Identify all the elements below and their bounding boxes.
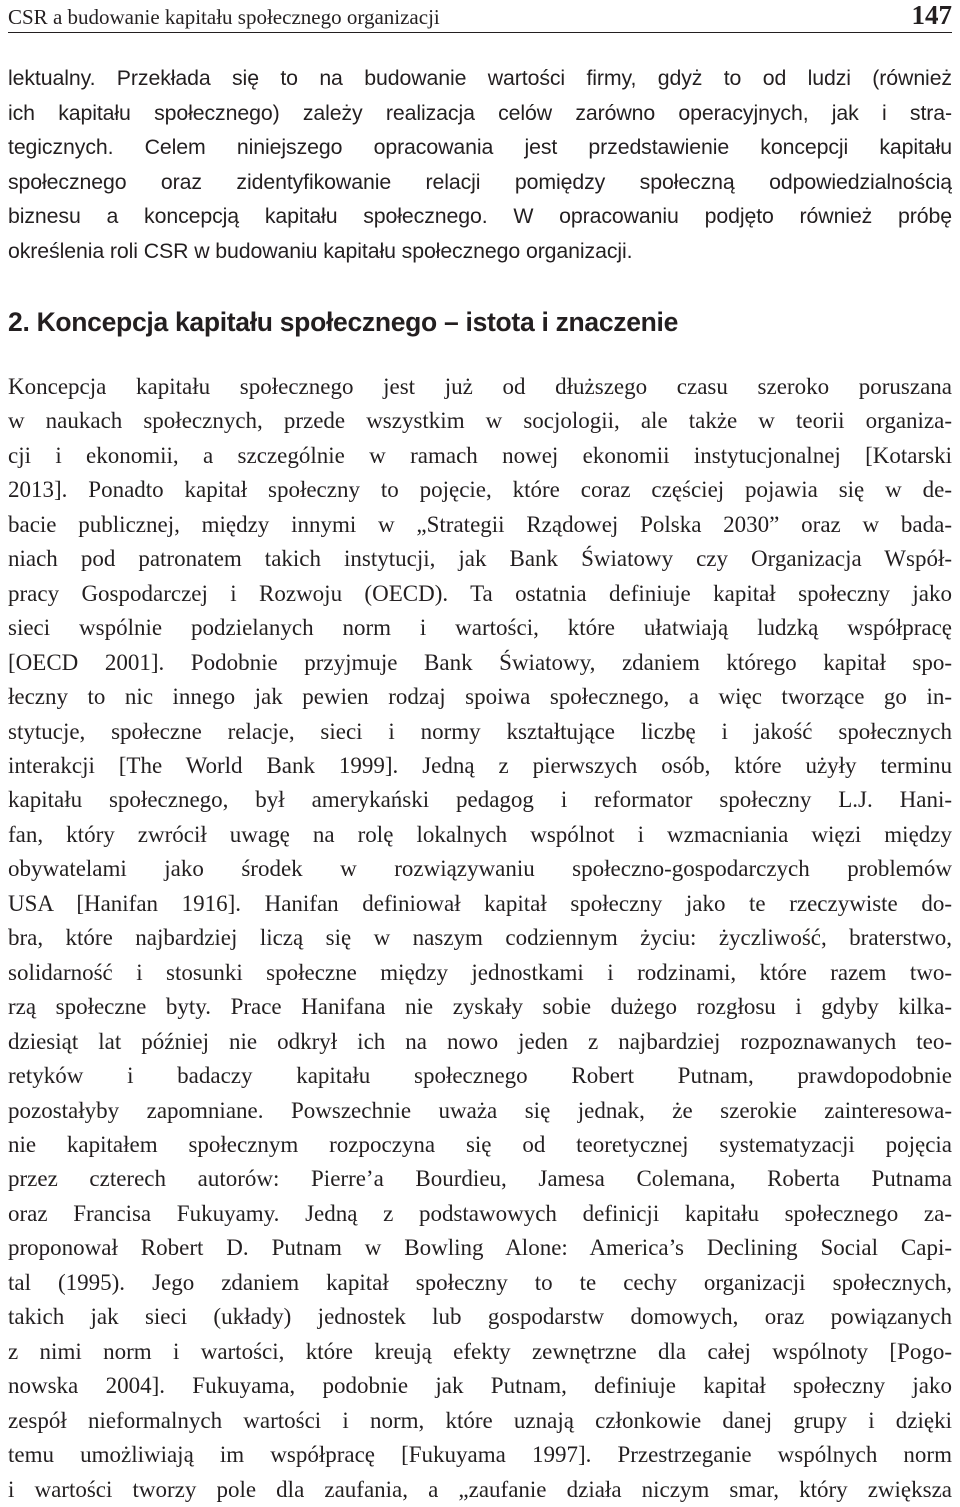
- body-line: retyków i badaczy kapitału społecznego Robert Putnam, prawdopodobnie: [8, 1063, 952, 1089]
- body-line: zespół nieformalnych wartości i norm, które uznają członkowie danej grupy i dzięki: [8, 1407, 952, 1433]
- body-line: interakcji [The World Bank 1999]. Jedną z pierwszych osób, które użyły terminu: [8, 752, 952, 778]
- body-line: [OECD 2001]. Podobnie przyjmuje Bank Światowy, zdaniem którego kapitał spo-: [8, 649, 952, 675]
- running-head: [8, 2, 952, 33]
- body-line: cji i ekonomii, a szczególnie w ramach nowej ekonomii instytucjonalnej [Kotarski: [8, 442, 952, 468]
- body-line: dziesiąt lat później nie odkrył ich na nowo jeden z najbardziej rozpoznawanych teo-: [8, 1028, 952, 1054]
- body-line: bacie publicznej, między innymi w „Strategii Rządowej Polska 2030” oraz w bada-: [8, 511, 952, 537]
- body-line: z nimi norm i wartości, które kreują efekty zewnętrzne dla całej wspólnoty [Pogo-: [8, 1338, 952, 1364]
- body-line: niach pod patronatem takich instytucji, jak Bank Światowy czy Organizacja Współ-: [8, 546, 952, 572]
- body-line: rzą społeczne byty. Prace Hanifana nie zyskały sobie dużego rozgłosu i gdyby kilka-: [8, 994, 952, 1020]
- body-line: USA [Hanifan 1916]. Hanifan definiował kapitał społeczny jako te rzeczywiste do-: [8, 890, 952, 916]
- intro-line: określenia roli CSR w budowaniu kapitału społecznego organizacji.: [8, 238, 633, 263]
- body-line: fan, który zwrócił uwagę na rolę lokalnych wspólnot i wzmacniania więzi między: [8, 821, 952, 847]
- page-number: 147: [911, 0, 952, 30]
- intro-line: lektualny. Przekłada się to na budowanie wartości firmy, gdyż to od ludzi (również: [8, 66, 952, 90]
- body-line: bra, które najbardziej liczą się w naszym codziennym życiu: życzliwość, braterstwo,: [8, 925, 952, 951]
- body-line: kapitału społecznego, był amerykański pedagog i reformator społeczny L.J. Hani-: [8, 787, 952, 813]
- body-line: pracy Gospodarczej i Rozwoju (OECD). Ta ostatnia definiuje kapitał społeczny jako: [8, 580, 952, 606]
- body-line: i wartości tworzy pole dla zaufania, a „zaufanie działa niczym smar, który zwiększa: [8, 1476, 952, 1502]
- body-line: 2013]. Ponadto kapitał społeczny to pojęcie, które coraz częściej pojawia się w de-: [8, 477, 952, 503]
- intro-paragraph: [8, 61, 952, 268]
- body-line: stytucje, społeczne relacje, sieci i normy kształtujące liczbę i jakość społecznych: [8, 718, 952, 744]
- body-line: łeczny to nic innego jak pewien rodzaj spoiwa społecznego, a więc tworzące go in-: [8, 684, 952, 710]
- body-line: w naukach społecznych, przede wszystkim w socjologii, ale także w teorii organiza-: [8, 408, 952, 434]
- intro-line: biznesu a koncepcją kapitału społecznego. W opracowaniu podjęto również próbę: [8, 204, 952, 228]
- body-line: solidarność i stosunki społeczne między jednostkami i rodzinami, które razem two-: [8, 959, 952, 985]
- intro-line: tegicznych. Celem niniejszego opracowania jest przedstawienie koncepcji kapitału: [8, 135, 952, 159]
- book-page: [8, 0, 952, 1507]
- body-line: obywatelami jako środek w rozwiązywaniu społeczno-gospodarczych problemów: [8, 856, 952, 882]
- body-line: proponował Robert D. Putnam w Bowling Alone: America’s Declining Social Capi-: [8, 1235, 952, 1261]
- body-line: sieci wspólnie podzielanych norm i wartości, które ułatwiają ludzką współpracę: [8, 615, 952, 641]
- body-line: oraz Francisa Fukuyamy. Jedną z podstawowych definicji kapitału społecznego za-: [8, 1200, 952, 1226]
- body-line: nowska 2004]. Fukuyama, podobnie jak Putnam, definiuje kapitał społeczny jako: [8, 1373, 952, 1399]
- section-heading: 2. Koncepcja kapitału społecznego – istota i znaczenie: [8, 307, 679, 337]
- body-line: tal (1995). Jego zdaniem kapitał społeczny to te cechy organizacji społecznych,: [8, 1269, 952, 1295]
- body-line: temu umożliwiają im współpracę [Fukuyama 1997]. Przestrzeganie wspólnych norm: [8, 1442, 952, 1468]
- body-paragraph: [8, 370, 952, 1507]
- body-line: Koncepcja kapitału społecznego jest już od dłuższego czasu szeroko poruszana: [8, 374, 952, 399]
- body-line: przez czterech autorów: Pierre’a Bourdieu, Jamesa Colemana, Roberta Putnama: [8, 1166, 952, 1192]
- intro-line: ich kapitału społecznego) zależy realizacja celów zarówno operacyjnych, jak i stra-: [8, 100, 952, 125]
- body-line: pozostałyby zapomniane. Powszechnie uważa się jednak, że szerokie zainteresowa-: [8, 1097, 952, 1123]
- running-title: CSR a budowanie kapitału społecznego organizacji: [8, 5, 440, 29]
- body-line: takich jak sieci (układy) jednostek lub gospodarstw domowych, oraz powiązanych: [8, 1304, 952, 1330]
- body-line: nie kapitałem społecznym rozpoczyna się od teoretycznej systematyzacji pojęcia: [8, 1131, 952, 1157]
- intro-line: społecznego oraz zidentyfikowanie relacji pomiędzy społeczną odpowiedzialnością: [8, 169, 952, 194]
